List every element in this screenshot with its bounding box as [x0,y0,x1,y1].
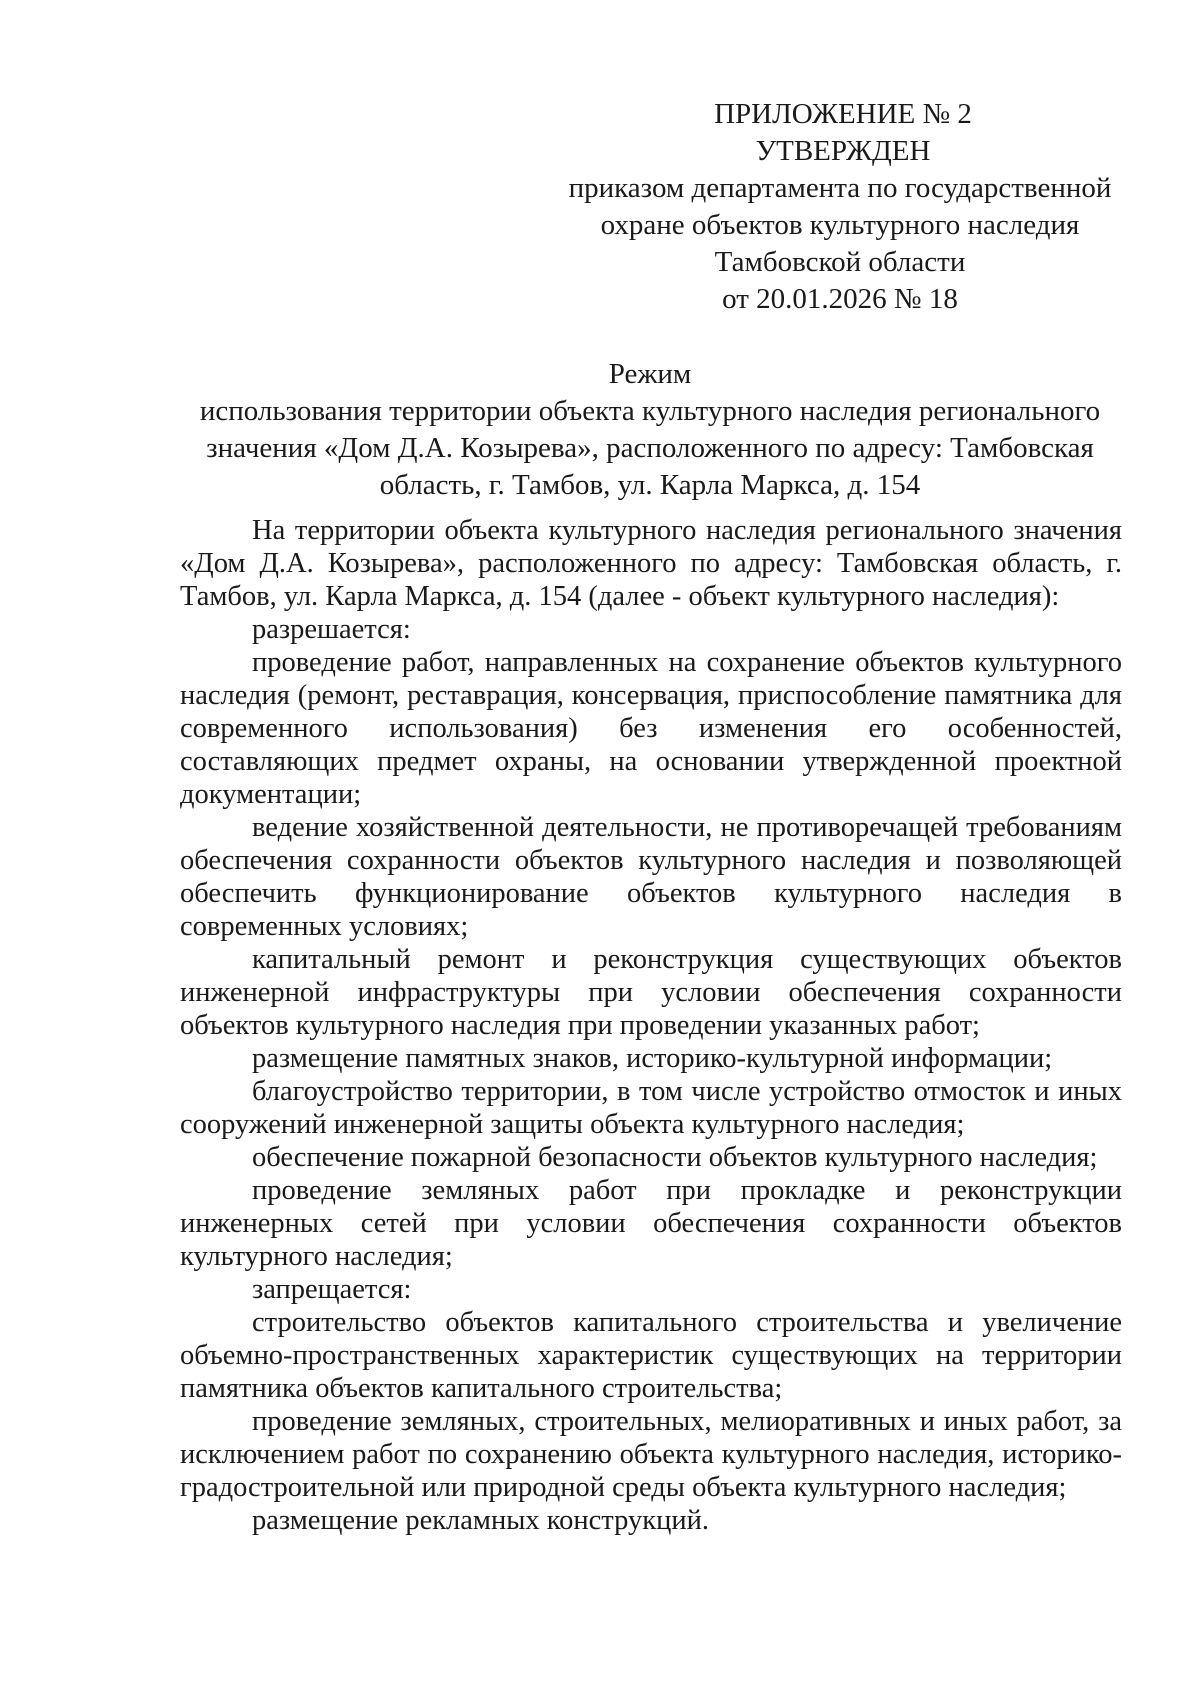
allowed-item: ведение хозяйственной деятельности, не противоречащей требованиям обеспечения сохранности объектов культурного наследия и позволяющей обеспечить функционирование объектов культурного наследия в современных условиях; [180,812,1122,942]
allowed-item: размещение памятных знаков, историко-культурной информации; [252,1043,1053,1074]
approval-date-line: от 20.01.2026 № 18 [722,283,958,315]
allowed-heading: разрешается: [252,614,411,645]
approval-line: Тамбовской области [714,246,966,278]
forbidden-item: проведение земляных, строительных, мелиоративных и иных работ, за исключением работ по сохранению объекта культурного наследия, историко-градостроительной или природной среды объекта культурного наследия; [180,1406,1122,1503]
approval-line: приказом департамента по государственной [568,172,1112,204]
forbidden-item: размещение рекламных конструкций. [252,1505,709,1536]
appendix-number: ПРИЛОЖЕНИЕ № 2 [714,98,972,130]
title-line: область, г. Тамбов, ул. Карла Маркса, д. 154 [379,469,921,501]
intro-paragraph: На территории объекта культурного наследия регионального значения «Дом Д.А. Козырева», расположенного по адресу: Тамбовская область, г. Тамбов, ул. Карла Маркса, д. 154 (далее - объект культурного наследия): [180,515,1122,612]
document-title [180,356,1120,504]
title-line: использования территории объекта культурного наследия регионального [199,395,1101,427]
document-body [180,514,1122,1537]
approval-line: охране объектов культурного наследия [600,209,1080,241]
approval-stamp-block [560,96,1120,318]
allowed-item: обеспечение пожарной безопасности объектов культурного наследия; [252,1142,1098,1173]
allowed-item: капитальный ремонт и реконструкция существующих объектов инженерной инфраструктуры при условии обеспечения сохранности объектов культурного наследия при проведении указанных работ; [180,944,1122,1041]
allowed-item: проведение земляных работ при прокладке и реконструкции инженерных сетей при условии обеспечения сохранности объектов культурного наследия; [180,1175,1122,1272]
allowed-item: благоустройство территории, в том числе устройство отмосток и иных сооружений инженерной защиты объекта культурного наследия; [180,1076,1122,1140]
title-line: значения «Дом Д.А. Козырева», расположенного по адресу: Тамбовская [206,432,1094,464]
forbidden-item: строительство объектов капитального строительства и увеличение объемно-пространственных характеристик существующих на территории памятника объектов капитального строительства; [180,1307,1122,1404]
approved-label: УТВЕРЖДЕН [755,135,931,167]
allowed-item: проведение работ, направленных на сохранение объектов культурного наследия (ремонт, реставрация, консервация, приспособление памятника для современного использования) без изменения его особенностей, составляющих предмет охраны, на основании утвержденной проектной документации; [180,647,1122,810]
title-word: Режим [608,358,692,390]
forbidden-heading: запрещается: [252,1274,412,1305]
